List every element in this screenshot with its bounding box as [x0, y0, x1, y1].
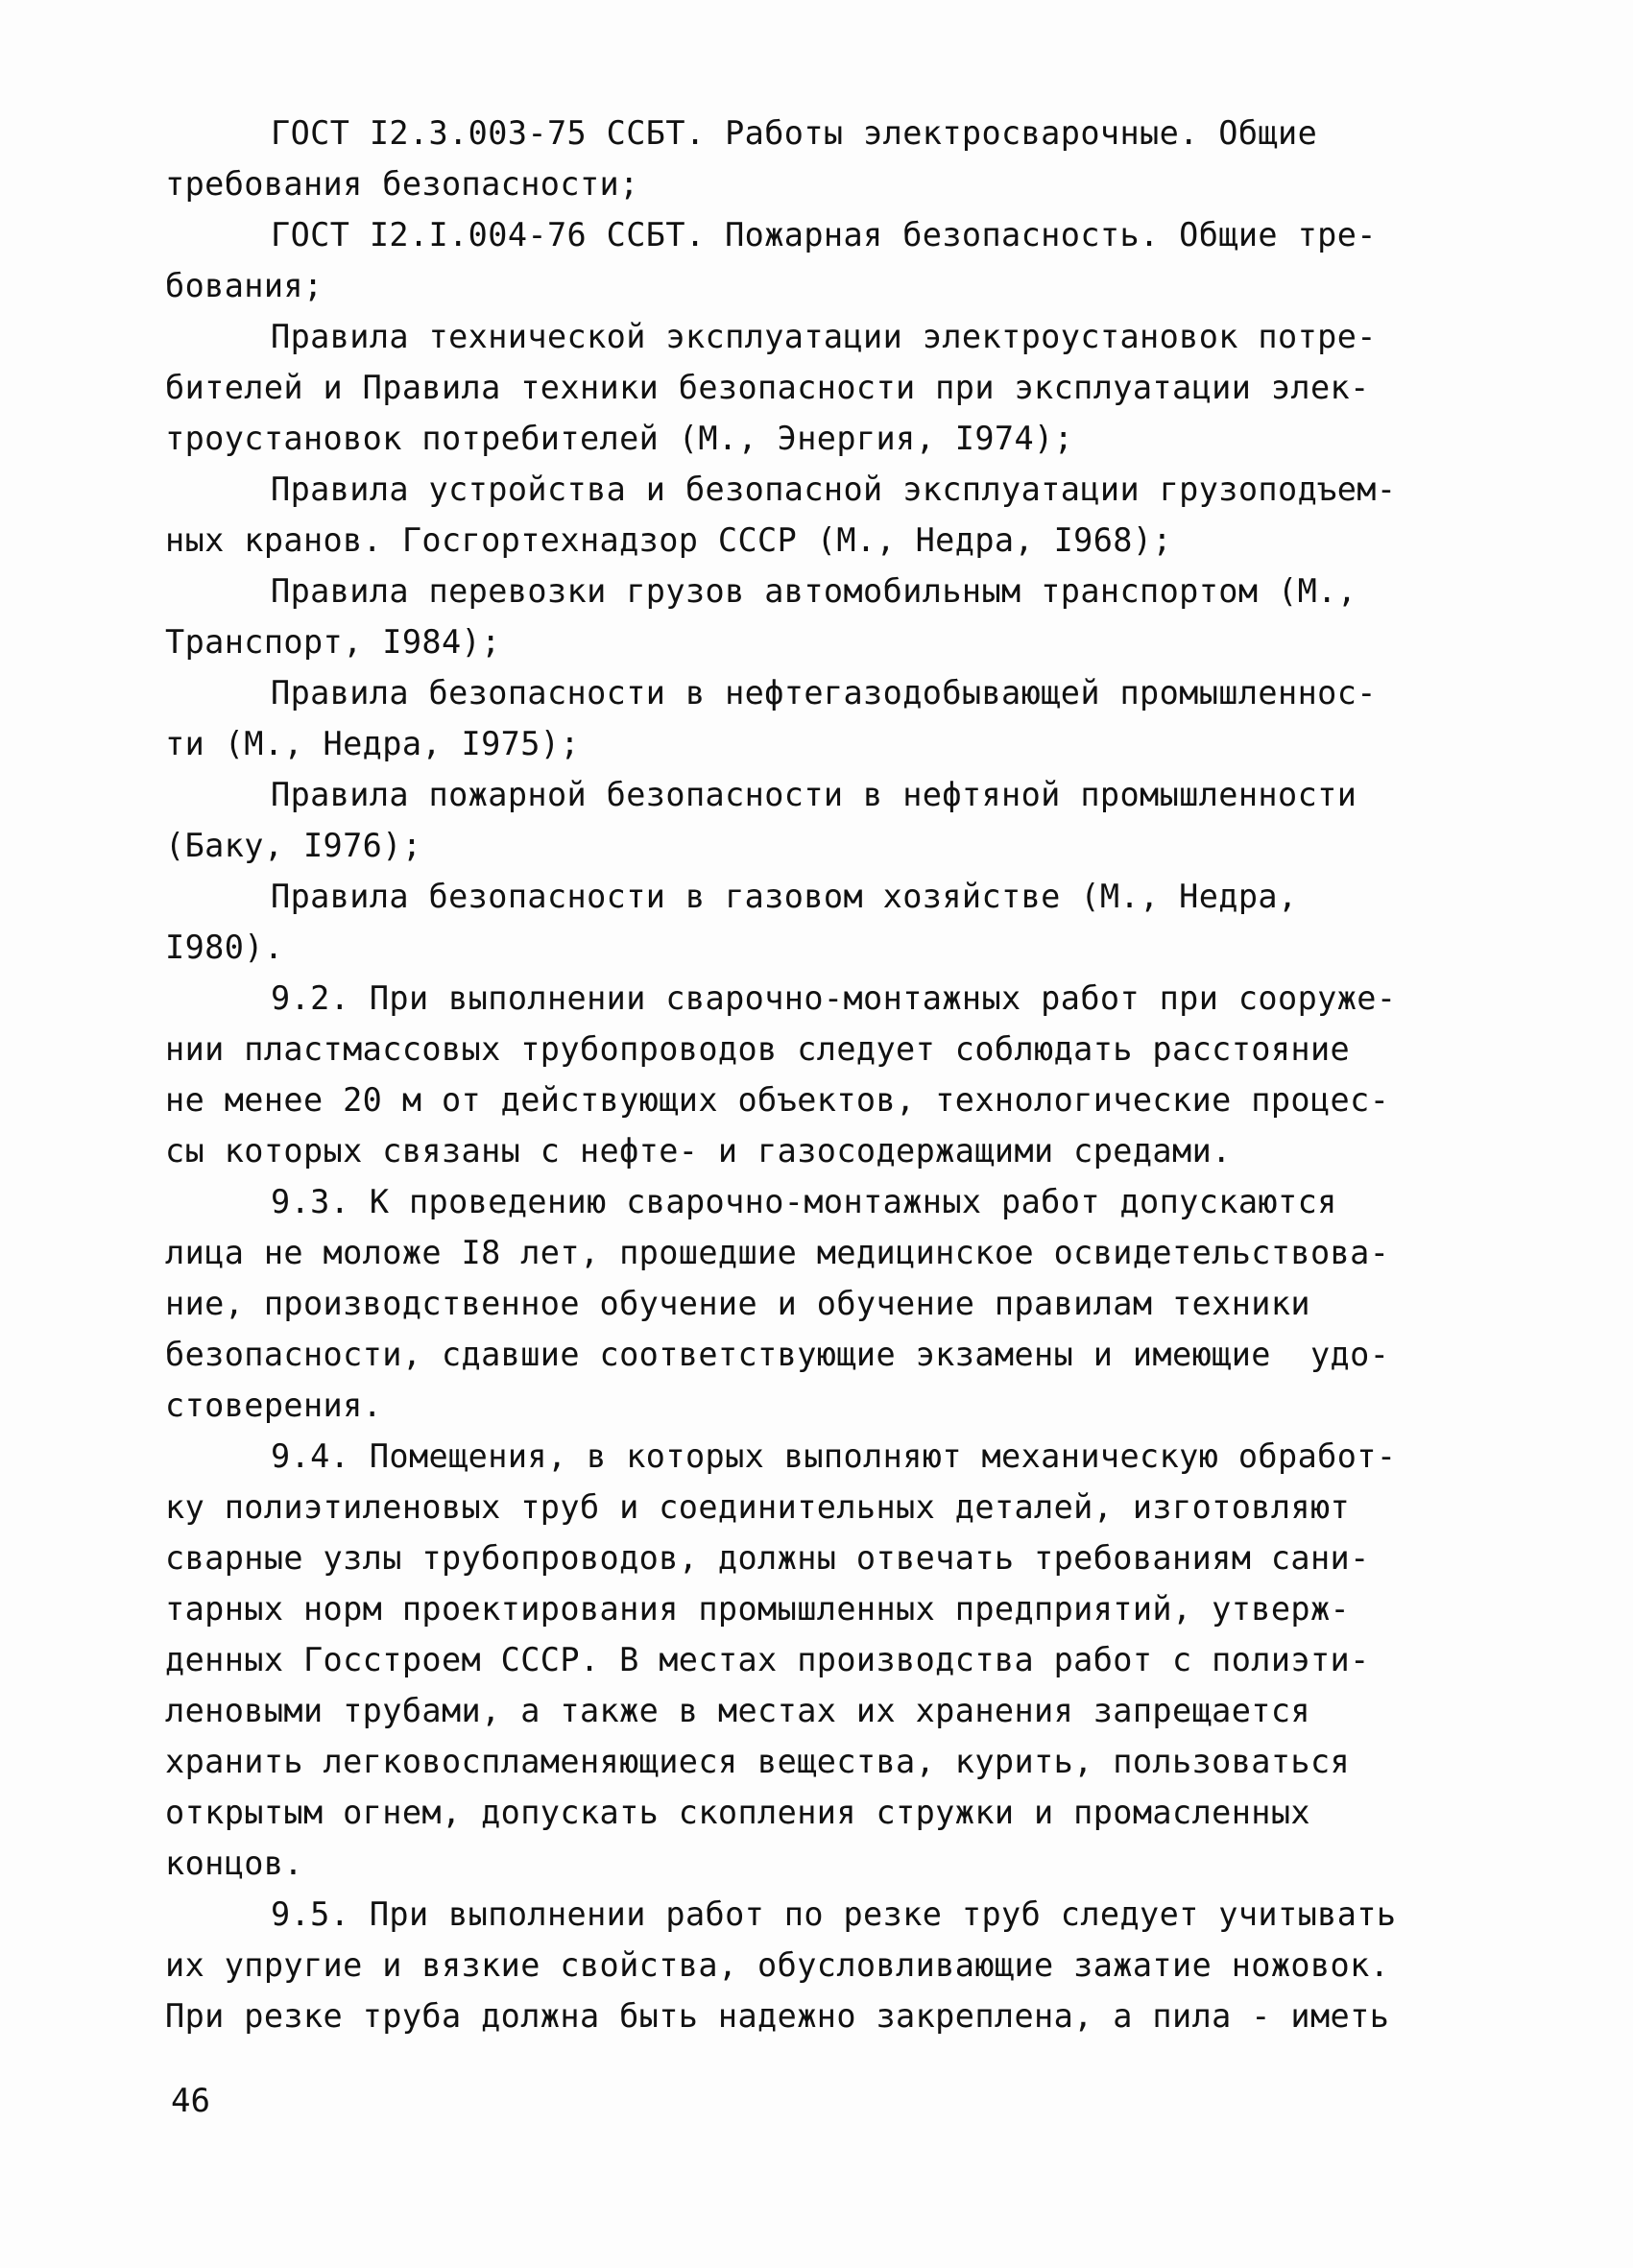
document-body: [165, 108, 1452, 2041]
text-line: денных Госстроем СССР. В местах производства работ с полиэти-: [165, 1641, 1370, 1678]
text-line: открытым огнем, допускать скопления стружки и промасленных: [165, 1794, 1310, 1831]
text-line: 9.3. К проведению сварочно-монтажных работ допускаются: [271, 1183, 1337, 1220]
text-line: хранить легковоспламеняющиеся вещества, курить, пользоваться: [165, 1743, 1351, 1780]
text-line: сварные узлы трубопроводов, должны отвечать требованиям сани-: [165, 1539, 1370, 1577]
text-line: 9.2. При выполнении сварочно-монтажных работ при сооруже-: [271, 979, 1397, 1017]
text-line: 9.5. При выполнении работ по резке труб следует учитывать: [271, 1895, 1397, 1933]
text-line: троустановок потребителей (М., Энергия, I974);: [165, 420, 1074, 457]
text-line: безопасности, сдавшие соответствующие экзамены и имеющие удо-: [165, 1336, 1390, 1373]
text-line: Правила пожарной безопасности в нефтяной промышленности: [271, 776, 1357, 813]
text-line: ние, производственное обучение и обучение правилам техники: [165, 1285, 1310, 1322]
text-line: стоверения.: [165, 1387, 383, 1424]
text-line: ку полиэтиленовых труб и соединительных деталей, изготовляют: [165, 1488, 1351, 1526]
text-line: Правила устройства и безопасной эксплуатации грузоподъем-: [271, 470, 1397, 508]
text-line: Транспорт, I984);: [165, 623, 501, 661]
text-line: Правила технической эксплуатации электроустановок потре-: [271, 318, 1377, 355]
text-line: леновыми трубами, а также в местах их хранения запрещается: [165, 1692, 1310, 1729]
text-line: нии пластмассовых трубопроводов следует соблюдать расстояние: [165, 1030, 1351, 1068]
text-line: При резке труба должна быть надежно закреплена, а пила - иметь: [165, 1997, 1390, 2035]
text-line: I980).: [165, 929, 284, 966]
page-number: 46: [171, 2082, 210, 2120]
text-line: Правила безопасности в газовом хозяйстве (М., Недра,: [271, 878, 1298, 915]
text-line: сы которых связаны с нефте- и газосодержащими средами.: [165, 1132, 1232, 1170]
text-line: не менее 20 м от действующих объектов, технологические процес-: [165, 1081, 1390, 1119]
text-line: 9.4. Помещения, в которых выполняют механическую обработ-: [271, 1437, 1397, 1475]
text-line: ГОСТ I2.3.003-75 ССБТ. Работы электросварочные. Общие: [271, 114, 1318, 152]
text-line: требования безопасности;: [165, 165, 639, 203]
text-line: Правила перевозки грузов автомобильным транспортом (М.,: [271, 572, 1357, 610]
text-line: лица не моложе I8 лет, прошедшие медицинское освидетельствова-: [165, 1234, 1390, 1271]
text-line: бования;: [165, 267, 324, 304]
text-line: их упругие и вязкие свойства, обусловливающие зажатие ножовок.: [165, 1946, 1390, 1984]
text-line: тарных норм проектирования промышленных предприятий, утверж-: [165, 1590, 1351, 1628]
text-line: ных кранов. Госгортехнадзор СССР (М., Недра, I968);: [165, 521, 1173, 559]
text-line: Правила безопасности в нефтегазодобывающей промышленнос-: [271, 674, 1377, 712]
text-line: ГОСТ I2.I.004-76 ССБТ. Пожарная безопасность. Общие тре-: [271, 216, 1377, 253]
text-line: ти (М., Недра, I975);: [165, 725, 580, 762]
text-line: концов.: [165, 1845, 303, 1882]
text-line: бителей и Правила техники безопасности при эксплуатации элек-: [165, 369, 1370, 406]
text-line: (Баку, I976);: [165, 827, 422, 864]
